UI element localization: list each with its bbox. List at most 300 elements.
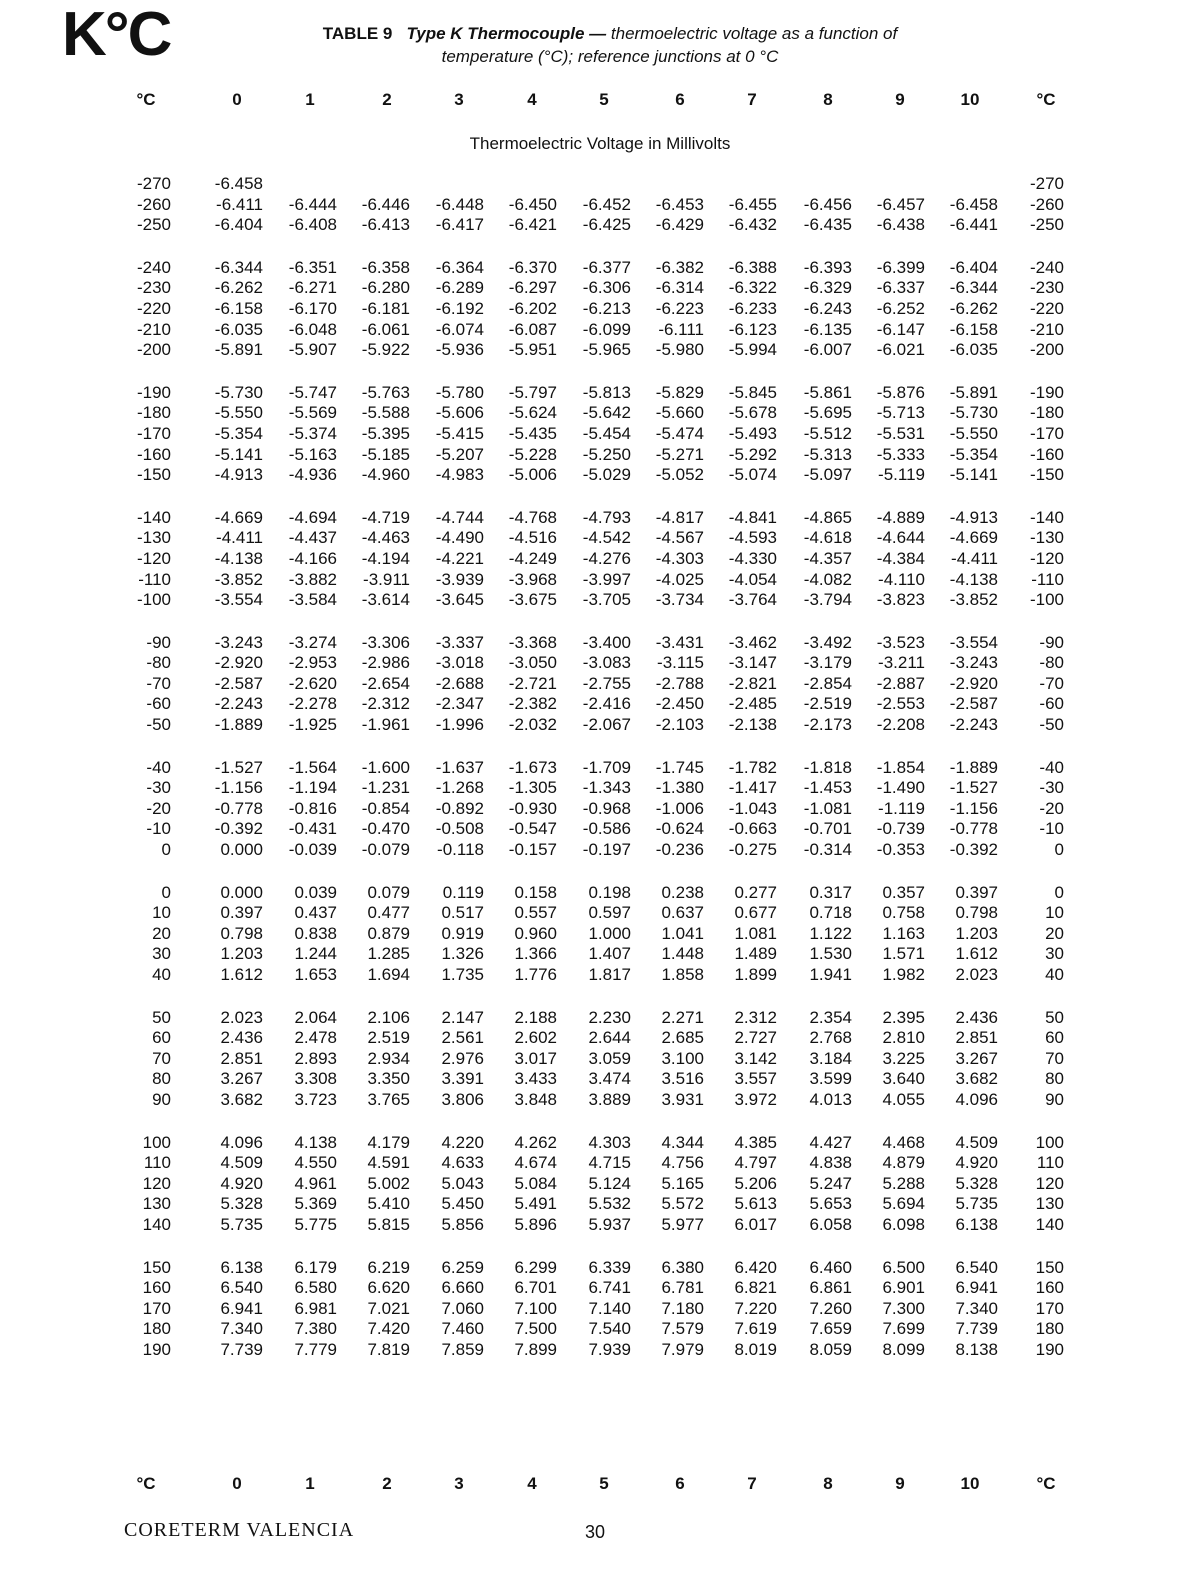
table-row (0, 1278, 1200, 1299)
voltage-cell: -4.166 (288, 548, 337, 568)
temperature-cell: -100 (1029, 590, 1064, 610)
voltage-cell: 5.572 (661, 1194, 704, 1214)
table-row (0, 1049, 1200, 1070)
temperature-cell: 100 (142, 1132, 171, 1152)
temperature-cell: -40 (146, 757, 171, 777)
table-row (0, 1340, 1200, 1361)
voltage-cell: -1.119 (878, 798, 925, 818)
voltage-cell: 6.861 (809, 1278, 852, 1298)
voltage-cell: 1.858 (661, 965, 704, 984)
voltage-cell: 3.308 (294, 1069, 337, 1089)
voltage-cell: -4.054 (728, 569, 777, 589)
row-group (0, 883, 1200, 986)
temperature-cell: 30 (1045, 944, 1064, 964)
voltage-cell: -5.936 (435, 340, 484, 360)
voltage-cell: -4.490 (435, 528, 484, 548)
voltage-cell: 5.043 (441, 1173, 484, 1193)
voltage-cell: -2.788 (655, 673, 704, 693)
temperature-cell: 50 (152, 1007, 171, 1027)
temperature-cell: 130 (1035, 1194, 1064, 1214)
voltage-cell: 1.530 (809, 944, 852, 964)
voltage-cell: -5.454 (582, 423, 631, 443)
temperature-cell: -10 (146, 819, 171, 839)
voltage-cell: -0.624 (655, 819, 704, 839)
voltage-cell: -4.384 (876, 548, 925, 568)
voltage-cell: -5.660 (655, 403, 704, 423)
column-header-cell: 7 (747, 1474, 757, 1493)
temperature-cell: -140 (136, 507, 171, 527)
voltage-cell: 3.142 (734, 1048, 777, 1068)
voltage-cell: -1.996 (435, 715, 484, 735)
voltage-cell: 0.119 (442, 882, 484, 902)
voltage-cell: -6.087 (508, 319, 557, 339)
voltage-cell: 2.106 (367, 1007, 410, 1027)
voltage-cell: -4.913 (214, 465, 263, 485)
voltage-cell: -0.508 (435, 819, 484, 839)
voltage-cell: -6.377 (582, 257, 631, 277)
voltage-cell: 3.516 (661, 1069, 704, 1089)
voltage-cell: 4.385 (734, 1132, 777, 1152)
voltage-cell: 6.500 (882, 1257, 925, 1277)
table-description-1: thermoelectric voltage as a function of (610, 24, 898, 43)
temperature-cell: -170 (1029, 423, 1064, 443)
voltage-cell: -4.960 (361, 465, 410, 485)
voltage-cell: -2.688 (435, 673, 484, 693)
voltage-cell: 1.203 (955, 923, 998, 943)
voltage-cell: 4.961 (294, 1173, 337, 1193)
voltage-cell: -4.437 (288, 528, 337, 548)
table-row (0, 633, 1200, 654)
column-header-cell: °C (136, 1474, 156, 1493)
voltage-cell: -3.147 (728, 653, 777, 673)
voltage-cell: 2.727 (734, 1028, 777, 1048)
temperature-cell: -170 (136, 423, 171, 443)
voltage-cell: -6.147 (876, 319, 925, 339)
voltage-cell: 0.357 (882, 882, 925, 902)
voltage-cell: -5.271 (655, 444, 704, 464)
column-header-cell: 9 (895, 90, 905, 109)
temperature-cell: 150 (1035, 1257, 1064, 1277)
table-row (0, 1069, 1200, 1090)
table-type: Type K Thermocouple — (406, 24, 607, 43)
temperature-cell: 90 (152, 1089, 171, 1109)
voltage-cell: -0.157 (508, 840, 557, 860)
voltage-cell: 4.138 (294, 1132, 337, 1152)
voltage-cell: -4.330 (728, 548, 777, 568)
voltage-cell: 4.096 (220, 1132, 263, 1152)
voltage-cell: 5.613 (734, 1194, 777, 1214)
row-group (0, 258, 1200, 361)
temperature-cell: -20 (146, 798, 171, 818)
voltage-cell: -3.939 (435, 569, 484, 589)
voltage-cell: -5.185 (361, 444, 410, 464)
voltage-cell: -3.705 (582, 590, 631, 610)
voltage-cell: -5.891 (214, 340, 263, 360)
voltage-cell: 5.735 (955, 1194, 998, 1214)
voltage-cell: 1.941 (809, 965, 852, 984)
voltage-cell: -1.637 (435, 757, 484, 777)
voltage-cell: -4.516 (508, 528, 557, 548)
voltage-cell: 4.715 (588, 1153, 631, 1173)
voltage-cell: -1.925 (288, 715, 337, 735)
row-group (0, 758, 1200, 861)
voltage-cell: -6.444 (288, 194, 337, 214)
voltage-cell: 7.300 (882, 1298, 925, 1318)
voltage-cell: -0.079 (361, 840, 410, 860)
voltage-cell: -6.271 (288, 278, 337, 298)
voltage-cell: -3.115 (657, 653, 704, 673)
table-row (0, 508, 1200, 529)
voltage-cell: -6.135 (803, 319, 852, 339)
temperature-cell: 40 (1045, 965, 1064, 984)
temperature-cell: 140 (142, 1214, 171, 1234)
temperature-cell: 110 (143, 1153, 171, 1173)
table-row (0, 424, 1200, 445)
voltage-cell: -4.357 (803, 548, 852, 568)
voltage-cell: 6.380 (661, 1257, 704, 1277)
voltage-cell: -0.353 (876, 840, 925, 860)
voltage-cell: 6.098 (882, 1214, 925, 1234)
voltage-cell: 3.100 (661, 1048, 704, 1068)
voltage-cell: -3.400 (582, 632, 631, 652)
column-header-top (0, 90, 1200, 112)
voltage-cell: -6.351 (288, 257, 337, 277)
voltage-cell: -6.233 (728, 298, 777, 318)
temperature-cell: -30 (146, 778, 171, 798)
temperature-cell: -110 (1031, 569, 1064, 589)
voltage-cell: -5.415 (435, 423, 484, 443)
voltage-cell: 7.739 (220, 1339, 263, 1359)
voltage-cell: 1.735 (441, 965, 484, 984)
voltage-cell: 4.344 (661, 1132, 704, 1152)
voltage-cell: -5.678 (728, 403, 777, 423)
voltage-cell: -6.457 (876, 194, 925, 214)
voltage-cell: 5.084 (514, 1173, 557, 1193)
voltage-cell: 2.644 (588, 1028, 631, 1048)
table-row (0, 1319, 1200, 1340)
column-header-cell: 6 (675, 90, 685, 109)
table-row (0, 924, 1200, 945)
voltage-cell: -0.778 (214, 798, 263, 818)
temperature-cell: -120 (1029, 548, 1064, 568)
table-row (0, 903, 1200, 924)
column-header-cell: 0 (232, 90, 242, 109)
voltage-cell: -6.453 (655, 194, 704, 214)
voltage-cell: -3.997 (582, 569, 631, 589)
column-header-cell: 5 (599, 1474, 609, 1493)
voltage-cell: -4.865 (803, 507, 852, 527)
voltage-cell: -6.446 (361, 194, 410, 214)
voltage-cell: 0.039 (294, 882, 337, 902)
table-row (0, 528, 1200, 549)
voltage-cell: 0.397 (955, 882, 998, 902)
temperature-cell: -70 (146, 673, 171, 693)
row-group (0, 1133, 1200, 1236)
voltage-cell: 2.768 (809, 1028, 852, 1048)
voltage-cell: 6.460 (809, 1257, 852, 1277)
voltage-cell: -5.994 (728, 340, 777, 360)
voltage-cell: -0.778 (949, 819, 998, 839)
voltage-cell: 6.339 (588, 1257, 631, 1277)
voltage-cell: -5.861 (803, 382, 852, 402)
voltage-cell: 2.023 (955, 965, 998, 984)
voltage-cell: 6.901 (882, 1278, 925, 1298)
temperature-cell: -260 (136, 194, 171, 214)
voltage-cell: 7.340 (220, 1319, 263, 1339)
voltage-cell: -2.986 (361, 653, 410, 673)
temperature-cell: 20 (1045, 923, 1064, 943)
voltage-cell: 7.779 (294, 1339, 337, 1359)
table-row (0, 570, 1200, 591)
table-row (0, 299, 1200, 320)
temperature-cell: -150 (1029, 465, 1064, 485)
voltage-cell: 2.023 (220, 1007, 263, 1027)
voltage-cell: -6.382 (655, 257, 704, 277)
voltage-cell: -6.048 (288, 319, 337, 339)
voltage-cell: -6.458 (214, 174, 263, 193)
temperature-cell: -210 (1029, 319, 1064, 339)
table-row (0, 278, 1200, 299)
table-row (0, 1258, 1200, 1279)
temperature-cell: 110 (1036, 1153, 1064, 1173)
voltage-cell: 0.798 (955, 903, 998, 923)
voltage-cell: 4.674 (514, 1153, 557, 1173)
voltage-cell: -6.358 (361, 257, 410, 277)
voltage-cell: 0.277 (734, 882, 777, 902)
voltage-cell: 7.500 (514, 1319, 557, 1339)
temperature-cell: 10 (1045, 903, 1064, 923)
voltage-cell: -2.485 (728, 694, 777, 714)
voltage-cell: 6.941 (220, 1298, 263, 1318)
voltage-cell: -4.644 (876, 528, 925, 548)
row-group (0, 1258, 1200, 1361)
voltage-cell: 6.741 (588, 1278, 631, 1298)
voltage-cell: 6.138 (955, 1214, 998, 1234)
voltage-cell: -3.243 (214, 632, 263, 652)
voltage-cell: 3.682 (955, 1069, 998, 1089)
voltage-cell: 4.013 (809, 1089, 852, 1109)
voltage-cell: 5.491 (514, 1194, 557, 1214)
voltage-cell: -1.673 (508, 757, 557, 777)
voltage-cell: 7.420 (367, 1319, 410, 1339)
voltage-cell: 7.859 (441, 1339, 484, 1359)
column-header-cell: 4 (527, 1474, 537, 1493)
voltage-cell: -3.852 (214, 569, 263, 589)
voltage-cell: 6.299 (514, 1257, 557, 1277)
voltage-cell: 0.960 (514, 923, 557, 943)
voltage-cell: 3.723 (294, 1089, 337, 1109)
voltage-cell: -5.763 (361, 382, 410, 402)
voltage-cell: 0.838 (294, 923, 337, 943)
voltage-cell: 6.981 (294, 1298, 337, 1318)
temperature-cell: 140 (1035, 1214, 1064, 1234)
voltage-cell: -4.694 (288, 507, 337, 527)
voltage-cell: -0.275 (728, 840, 777, 860)
voltage-cell: 7.100 (514, 1298, 557, 1318)
voltage-cell: -0.236 (655, 840, 704, 860)
voltage-cell: -2.067 (582, 715, 631, 735)
voltage-cell: 7.060 (441, 1298, 484, 1318)
temperature-cell: -240 (136, 257, 171, 277)
table-description-2: temperature (°C); reference junctions at 0 °C (441, 47, 779, 66)
table-row (0, 1215, 1200, 1236)
voltage-cell: -4.913 (949, 507, 998, 527)
voltage-cell: -2.887 (876, 673, 925, 693)
voltage-cell: -3.882 (288, 569, 337, 589)
voltage-cell: 3.391 (441, 1069, 484, 1089)
voltage-cell: 5.206 (734, 1173, 777, 1193)
voltage-cell: -0.586 (582, 819, 631, 839)
voltage-cell: -6.413 (361, 215, 410, 235)
voltage-cell: -1.156 (949, 798, 998, 818)
voltage-cell: 6.138 (220, 1257, 263, 1277)
voltage-cell: -1.380 (655, 778, 704, 798)
voltage-cell: -6.432 (728, 215, 777, 235)
voltage-cell: 0.397 (220, 903, 263, 923)
table-row (0, 715, 1200, 736)
voltage-cell: -4.669 (214, 507, 263, 527)
voltage-cell: -3.968 (508, 569, 557, 589)
voltage-cell: 0.317 (809, 882, 852, 902)
voltage-cell: -6.213 (582, 298, 631, 318)
voltage-cell: -6.192 (435, 298, 484, 318)
temperature-cell: -270 (1029, 174, 1064, 193)
voltage-cell: 6.540 (955, 1257, 998, 1277)
voltage-cell: -4.719 (361, 507, 410, 527)
voltage-cell: -0.431 (288, 819, 337, 839)
voltage-cell: 3.557 (734, 1069, 777, 1089)
voltage-cell: 1.899 (734, 965, 777, 984)
voltage-cell: 0.477 (367, 903, 410, 923)
voltage-cell: 5.288 (882, 1173, 925, 1193)
voltage-cell: -6.306 (582, 278, 631, 298)
row-group (0, 633, 1200, 736)
temperature-cell: -100 (136, 590, 171, 610)
voltage-cell: 5.165 (661, 1173, 704, 1193)
temperature-cell: -80 (146, 653, 171, 673)
voltage-cell: 2.147 (441, 1007, 484, 1027)
voltage-cell: -5.141 (949, 465, 998, 485)
voltage-cell: 0.557 (514, 903, 557, 923)
voltage-cell: 4.262 (514, 1132, 557, 1152)
row-group (0, 174, 1200, 236)
voltage-cell: -5.097 (803, 465, 852, 485)
column-header-cell: 6 (675, 1474, 685, 1493)
voltage-cell: 7.380 (294, 1319, 337, 1339)
voltage-cell: -3.734 (655, 590, 704, 610)
voltage-cell: -4.463 (361, 528, 410, 548)
voltage-cell: 1.000 (588, 923, 631, 943)
voltage-cell: 4.055 (882, 1089, 925, 1109)
voltage-cell: 7.979 (661, 1339, 704, 1359)
voltage-cell: 2.976 (441, 1048, 484, 1068)
voltage-cell: -0.470 (361, 819, 410, 839)
voltage-cell: 0.079 (367, 882, 410, 902)
voltage-cell: -5.965 (582, 340, 631, 360)
voltage-cell: -0.197 (582, 840, 631, 860)
temperature-cell: 170 (1035, 1298, 1064, 1318)
voltage-cell: -5.550 (214, 403, 263, 423)
temperature-cell: -80 (1039, 653, 1064, 673)
row-group (0, 508, 1200, 611)
voltage-cell: 5.735 (220, 1214, 263, 1234)
voltage-cell: -2.553 (876, 694, 925, 714)
table-row (0, 549, 1200, 570)
voltage-cell: -5.747 (288, 382, 337, 402)
voltage-cell: 0.158 (514, 882, 557, 902)
voltage-cell: -4.138 (214, 548, 263, 568)
voltage-cell: -0.547 (508, 819, 557, 839)
temperature-cell: 180 (142, 1319, 171, 1339)
column-header-cell: 3 (454, 90, 464, 109)
voltage-cell: -3.523 (876, 632, 925, 652)
voltage-cell: -1.453 (803, 778, 852, 798)
voltage-cell: 2.602 (514, 1028, 557, 1048)
voltage-cell: 2.519 (367, 1028, 410, 1048)
voltage-cell: -6.399 (876, 257, 925, 277)
voltage-cell: 5.775 (294, 1214, 337, 1234)
voltage-cell: 5.002 (367, 1173, 410, 1193)
voltage-cell: 2.934 (367, 1048, 410, 1068)
temperature-cell: -200 (136, 340, 171, 360)
voltage-cell: 1.244 (294, 944, 337, 964)
voltage-cell: -4.618 (803, 528, 852, 548)
voltage-cell: -5.228 (508, 444, 557, 464)
temperature-cell: -160 (136, 444, 171, 464)
voltage-cell: -6.123 (728, 319, 777, 339)
voltage-table (0, 174, 1200, 1383)
voltage-cell: 2.436 (220, 1028, 263, 1048)
temperature-cell: 10 (152, 903, 171, 923)
table-row (0, 1008, 1200, 1029)
voltage-cell: -5.569 (288, 403, 337, 423)
temperature-cell: -230 (1029, 278, 1064, 298)
voltage-cell: -3.337 (435, 632, 484, 652)
voltage-cell: 7.579 (661, 1319, 704, 1339)
voltage-cell: -5.474 (655, 423, 704, 443)
voltage-cell: -2.854 (803, 673, 852, 693)
voltage-cell: -1.889 (214, 715, 263, 735)
voltage-cell: -6.280 (361, 278, 410, 298)
voltage-cell: -5.642 (582, 403, 631, 423)
voltage-cell: -1.782 (728, 757, 777, 777)
voltage-cell: 6.017 (734, 1214, 777, 1234)
voltage-cell: 2.685 (661, 1028, 704, 1048)
voltage-cell: -4.817 (655, 507, 704, 527)
column-header-cell: 1 (305, 1474, 315, 1493)
table-row (0, 258, 1200, 279)
voltage-cell: -4.276 (582, 548, 631, 568)
voltage-cell: -1.709 (582, 757, 631, 777)
voltage-cell: 4.920 (220, 1173, 263, 1193)
voltage-cell: -2.243 (949, 715, 998, 735)
voltage-cell: -1.343 (582, 778, 631, 798)
voltage-cell: -6.448 (435, 194, 484, 214)
voltage-cell: -6.243 (803, 298, 852, 318)
voltage-cell: -2.278 (288, 694, 337, 714)
voltage-cell: 5.532 (588, 1194, 631, 1214)
table-row (0, 694, 1200, 715)
voltage-cell: -0.701 (803, 819, 852, 839)
column-header-cell: 4 (527, 90, 537, 109)
voltage-cell: -4.542 (582, 528, 631, 548)
voltage-cell: 6.580 (294, 1278, 337, 1298)
voltage-cell: 7.619 (734, 1319, 777, 1339)
temperature-cell: 180 (1035, 1319, 1064, 1339)
column-header-cell: 2 (382, 90, 392, 109)
voltage-cell: 0.798 (220, 923, 263, 943)
voltage-cell: -4.768 (508, 507, 557, 527)
